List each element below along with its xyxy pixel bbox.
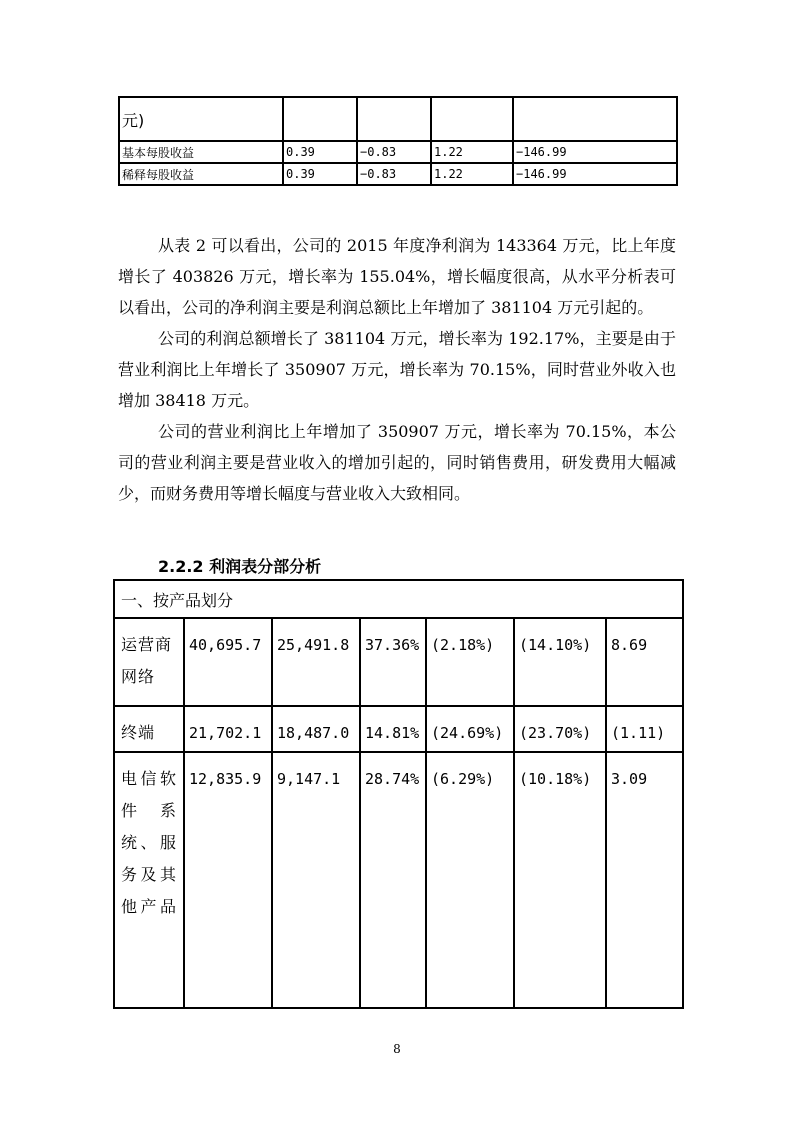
table-cell bbox=[513, 97, 677, 141]
table-cell: −0.83 bbox=[357, 163, 431, 185]
table-cell: 28.74% bbox=[360, 752, 426, 1008]
table-cell: (24.69%) bbox=[426, 706, 514, 752]
table-cell: 8.69 bbox=[606, 618, 683, 706]
eps-table bbox=[118, 96, 678, 186]
table-cell bbox=[431, 97, 513, 141]
table-cell: 14.81% bbox=[360, 706, 426, 752]
body-text bbox=[118, 230, 676, 509]
table-cell: 0.39 bbox=[283, 163, 357, 185]
table-row bbox=[119, 141, 677, 163]
table-cell: 21,702.1 bbox=[184, 706, 272, 752]
row-label: 电信软件系统、服务及其他产品 bbox=[114, 752, 184, 1008]
table-row bbox=[114, 618, 683, 706]
table-cell: 1.22 bbox=[431, 141, 513, 163]
table-row bbox=[119, 163, 677, 185]
page-number: 8 bbox=[393, 1042, 401, 1056]
table-row bbox=[114, 706, 683, 752]
table-cell: 37.36% bbox=[360, 618, 426, 706]
section-label: 一、按产品划分 bbox=[114, 580, 683, 618]
row-label: 基本每股收益 bbox=[119, 141, 283, 163]
table-row bbox=[114, 580, 683, 618]
table-cell bbox=[283, 97, 357, 141]
table-cell: 0.39 bbox=[283, 141, 357, 163]
table-cell: 9,147.1 bbox=[272, 752, 360, 1008]
table-row bbox=[114, 752, 683, 1008]
table-cell: 40,695.7 bbox=[184, 618, 272, 706]
table-cell: −0.83 bbox=[357, 141, 431, 163]
segment-table bbox=[113, 579, 684, 1009]
table-cell: −146.99 bbox=[513, 141, 677, 163]
row-label: 运营商网络 bbox=[114, 618, 184, 706]
row-label: 终端 bbox=[114, 706, 184, 752]
row-label: 稀释每股收益 bbox=[119, 163, 283, 185]
table-row bbox=[119, 97, 677, 141]
paragraph: 公司的利润总额增长了 381104 万元，增长率为 192.17%，主要是由于营业利润比上年增长了 350907 万元，增长率为 70.15%，同时营业外收入也增加 38418 万元。 bbox=[118, 329, 676, 410]
table-cell: (1.11) bbox=[606, 706, 683, 752]
section-heading: 2.2.2 利润表分部分析 bbox=[158, 557, 322, 576]
table-cell: (23.70%) bbox=[514, 706, 606, 752]
table-cell: (10.18%) bbox=[514, 752, 606, 1008]
table-cell: 18,487.0 bbox=[272, 706, 360, 752]
table-cell: (14.10%) bbox=[514, 618, 606, 706]
paragraph: 从表 2 可以看出，公司的 2015 年度净利润为 143364 万元，比上年度增长了 403826 万元，增长率为 155.04%，增长幅度很高，从水平分析表可以看出，公司的净利润主要是利润总额比上年增加了 381104 万元引起的。 bbox=[118, 236, 676, 317]
table-cell: (6.29%) bbox=[426, 752, 514, 1008]
table-cell bbox=[357, 97, 431, 141]
table-cell: 3.09 bbox=[606, 752, 683, 1008]
paragraph: 公司的营业利润比上年增加了 350907 万元，增长率为 70.15%，本公司的营业利润主要是营业收入的增加引起的，同时销售费用，研发费用大幅减少，而财务费用等增长幅度与营业收入大致相同。 bbox=[118, 422, 676, 503]
table-cell: 25,491.8 bbox=[272, 618, 360, 706]
table-cell: 1.22 bbox=[431, 163, 513, 185]
table-cell: (2.18%) bbox=[426, 618, 514, 706]
table-cell: 12,835.9 bbox=[184, 752, 272, 1008]
table-cell: −146.99 bbox=[513, 163, 677, 185]
row-label: 元) bbox=[119, 97, 283, 141]
